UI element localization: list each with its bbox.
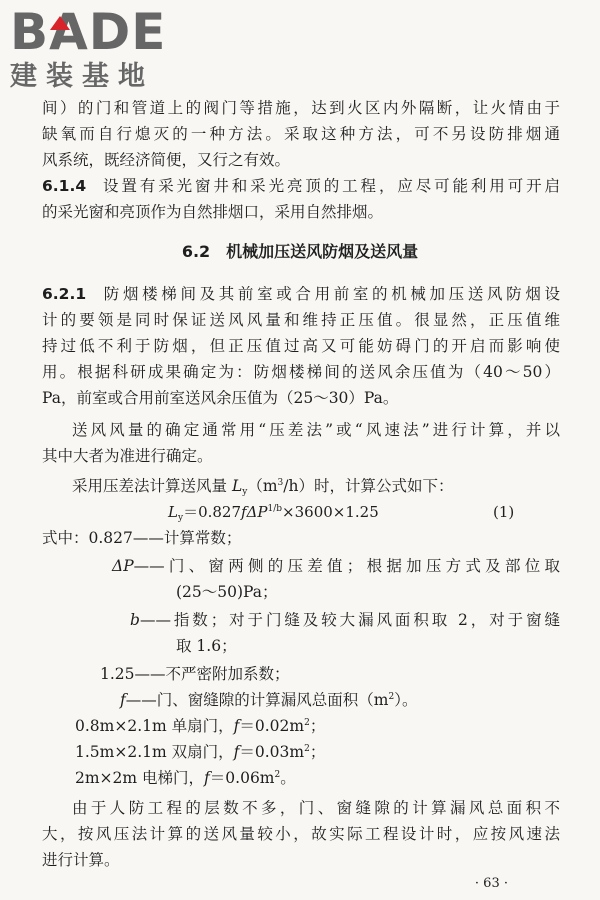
para-line: f——门、窗缝隙的计算漏风总面积$(m^2)$。 [120, 691, 418, 709]
para-line: 计的要领是同时保证送风风量和维持正压值。很显然，正压值维 [42, 311, 560, 329]
para-line: (25～50)Pa； [176, 583, 278, 601]
para-line: Pa，前室或合用前室送风余压值为（25～30）Pa。 [42, 389, 399, 407]
para-line: 式中：0.827——计算常数； [42, 529, 242, 547]
para-line: 1.5m×2.1m 双扇门，$f=0.03m^2$； [75, 743, 326, 761]
para-line: 由于人防工程的层数不多，门、窗缝隙的计算漏风总面积不 [72, 799, 560, 817]
section-heading-6-2 [0, 241, 600, 263]
para-line: 1.25——不严密附加系数； [100, 665, 290, 683]
section-number: 6.2.1 [42, 285, 87, 303]
symbol-L: L [231, 477, 243, 495]
para-line: 持过低不利于防烟，但正压值过高又可能妨碍门的开启而影响使 [42, 337, 560, 355]
para-line: 2m×2m 电梯门，$f=0.06m^2$。 [75, 769, 296, 787]
section-6-2-1 [42, 284, 560, 304]
logo-word: BADE [10, 3, 167, 61]
para-line: 大，按风压法计算的送风量较小，故实际工程设计时，应按风速法 [42, 825, 560, 843]
formula-1: $L_y=0.827f\Delta P^{1/b}\times 3600\times 1.25$ [168, 503, 379, 523]
section-text: 防烟楼梯间及其前室或合用前室的机械加压送风防烟设 [100, 285, 560, 303]
para-line: 风系统，既经济简便，又行之有效。 [42, 151, 291, 169]
para-line: 采用压差法计算送风量 $L_y(m^3/h)$时，计算公式如下： [72, 477, 454, 497]
page-number: · 63 · [474, 876, 508, 891]
para-line: 取 1.6； [176, 637, 237, 655]
para-line: 其中大者为准进行确定。 [42, 447, 213, 465]
para-line: 进行计算。 [42, 851, 120, 869]
para-line: 缺氧而自行熄灭的一种方法。采取这种方法，可不另设防排烟通 [42, 125, 560, 143]
para-line: 0.8m×2.1m 单扇门，$f=0.02m^2$； [75, 717, 326, 735]
para-line: 送风风量的确定通常用“压差法”或“风速法”进行计算，并以 [72, 421, 560, 439]
heading-text: 机械加压送风防烟及送风量 [226, 242, 419, 261]
heading-number: 6.2 [181, 242, 211, 261]
para-line: 用。根据科研成果确定为：防烟楼梯间的送风余压值为（40～50） [42, 363, 560, 381]
para-line: b——指数；对于门缝及较大漏风面积取 2，对于窗缝 [130, 611, 560, 629]
para-line: ΔP——门、窗两侧的压差值；根据加压方式及部位取 [112, 557, 560, 575]
para-line: 的采光窗和亮顶作为自然排烟口，采用自然排烟。 [42, 203, 384, 221]
section-number: 6.1.4 [42, 177, 87, 195]
logo-subtitle: 建装基地 [10, 61, 154, 92]
logo-red-triangle-icon [50, 16, 70, 30]
section-6-1-4 [42, 176, 560, 196]
formula-label: (1) [493, 503, 515, 521]
section-text: 设置有采光窗井和采光亮顶的工程，应尽可能利用可开启 [100, 177, 560, 195]
bade-logo [10, 3, 178, 98]
para-line: 间）的门和管道上的阀门等措施，达到火区内外隔断，让火情由于 [42, 99, 560, 117]
